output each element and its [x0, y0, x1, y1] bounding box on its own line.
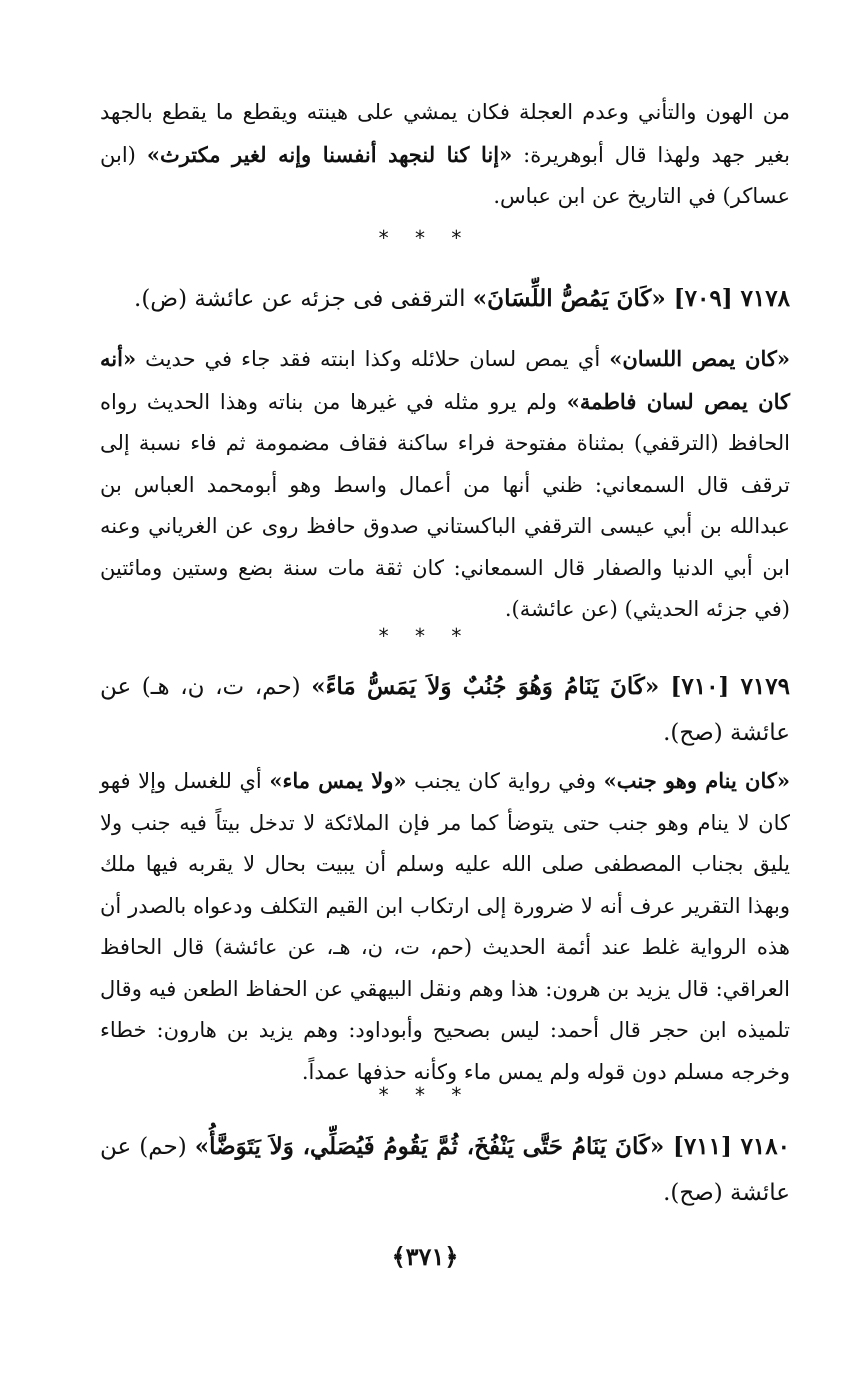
commentary-7179	[100, 760, 790, 1093]
text-run: وفي رواية كان يجنب	[406, 769, 604, 793]
hadith-heading-7180	[100, 1124, 790, 1216]
hadith-heading-7179	[100, 664, 790, 756]
page-number: ﴿٣٧١﴾	[391, 1242, 459, 1271]
bold-quote: «كان يمص اللسان»	[609, 346, 790, 371]
commentary-7178	[100, 338, 790, 631]
hadith-text: «كَانَ يَنَامُ وَهُوَ جُنُبٌ وَلاَ يَمَسُّ مَاءً»	[311, 673, 660, 700]
text-run: من الهون والتأني وعدم العجلة فكان يمشي على هينته ويقطع ما يقطع بالجهد بغير جهد ولهذا قال أبوهريرة:	[100, 100, 790, 167]
hadith-source: (حم، ت، ن، هـ) عن عائشة (صح).	[100, 674, 790, 746]
hadith-number: ٧١٨٠ [٧١١]	[673, 1133, 790, 1160]
paragraph-continuation	[100, 92, 790, 218]
bold-quote: «إنا كنا لنجهد أنفسنا وإنه لغير مكترث»	[146, 141, 513, 167]
section-separator: * * *	[378, 624, 472, 648]
section-separator: * * *	[378, 1083, 472, 1107]
hadith-source: (حم) عن عائشة (صح).	[100, 1134, 790, 1206]
text-run: أي يمص لسان حلائله وكذا ابنته فقد جاء في حديث	[136, 347, 610, 371]
hadith-text: «كَانَ يَنَامُ حَتَّى يَنْفُخَ، ثُمَّ يَقُومُ فَيُصَلِّي، وَلاَ يَتَوَضَّأُ»	[194, 1133, 665, 1160]
hadith-number: ٧١٧٨ [٧٠٩]	[673, 285, 790, 312]
section-separator: * * *	[378, 226, 472, 250]
text-run: ولم يرو مثله في غيرها من بناته وهذا الحديث رواه الحافظ (الترقفي) بمثناة مفتوحة فراء ساكنة فقاف مضمومة ثم فاء نسبة إلى ترقف قال السمعاني: ظني أنها من أعمال واسط وهو أبومحمد العباس بن عبدالله بن أبي عيسى الترقفي الباكستاني صدوق حافظ روى عن الغرياني وعنه ابن أبي الدنيا والصفار قال السمعاني: كان ثقة مات سنة بضع وستين ومائتين (في جزئه الحديثي) (عن عائشة).	[100, 389, 790, 621]
hadith-heading-7178	[100, 276, 790, 322]
text-run: (ابن عساكر) في التاريخ عن ابن عباس.	[100, 142, 790, 208]
hadith-text: «كَانَ يَمُصُّ اللِّسَانَ»	[472, 285, 666, 312]
hadith-source: الترقفى فى جزئه عن عائشة (ض).	[134, 286, 473, 312]
text-run: أي للغسل وإلا فهو كان لا ينام وهو جنب حتى يتوضأ كما مر فإن الملائكة لا تدخل بيتاً فيه جنب ولا يليق بجناب المصطفى صلى الله عليه وسلم أن يبيت بحال لا يقربه فيها ملك وبهذا التقرير عرف أنه لا ضرورة إلى ارتكاب ابن القيم التكلف ودعواه بالصدر أن هذه الرواية غلط عند أئمة الحديث (حم، ت، ن، هـ، عن عائشة) قال الحافظ العراقي: قال يزيد بن هرون: هذا وهم ونقل البيهقي عن الحفاظ الطعن فيه وقال تلميذه ابن حجر قال أحمد: ليس بصحيح وأبوداود: وهم يزيد بن هارون: خطاء وخرجه مسلم دون قوله ولم يمس ماء وكأنه حذفها عمداً.	[100, 769, 790, 1084]
hadith-number: ٧١٧٩ [٧١٠]	[670, 673, 790, 700]
bold-quote: «ولا يمس ماء»	[269, 768, 407, 793]
bold-quote: «كان ينام وهو جنب»	[603, 768, 790, 793]
bold-quote: «أنه كان يمص لسان فاطمة»	[100, 346, 790, 414]
